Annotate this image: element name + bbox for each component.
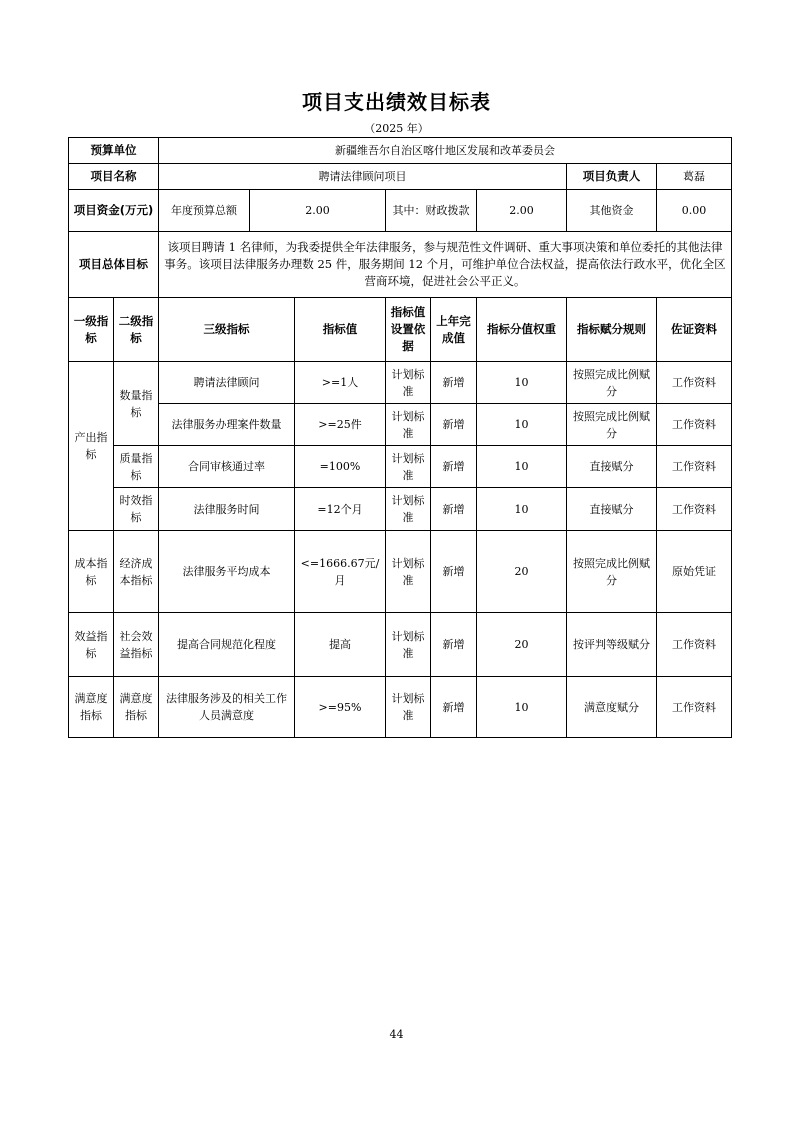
value-cell: >=25件 (295, 404, 386, 446)
indicator-cell: 法律服务办理案件数量 (159, 404, 295, 446)
header-weight: 指标分值权重 (477, 298, 567, 362)
funds-label: 项目资金(万元) (69, 190, 159, 232)
basis-cell: 计划标准 (386, 613, 431, 677)
indicator-cell: 合同审核通过率 (159, 446, 295, 488)
subgroup-timeliness: 时效指标 (114, 488, 159, 531)
weight-cell: 10 (477, 362, 567, 404)
performance-table (68, 137, 732, 738)
subgroup-quantity: 数量指标 (114, 362, 159, 446)
header-level2: 二级指标 (114, 298, 159, 362)
project-name-label: 项目名称 (69, 164, 159, 190)
rule-cell: 按照完成比例赋分 (567, 404, 657, 446)
value-cell: >=1人 (295, 362, 386, 404)
weight-cell: 10 (477, 446, 567, 488)
group-benefit: 效益指标 (69, 613, 114, 677)
indicator-cell: 聘请法律顾问 (159, 362, 295, 404)
last-year-cell: 新增 (431, 613, 477, 677)
basis-cell: 计划标准 (386, 677, 431, 738)
basis-cell: 计划标准 (386, 488, 431, 531)
weight-cell: 10 (477, 404, 567, 446)
subgroup-economic-cost: 经济成本指标 (114, 531, 159, 613)
evidence-cell: 工作资料 (657, 488, 732, 531)
page-number: 44 (389, 1028, 404, 1041)
last-year-cell: 新增 (431, 531, 477, 613)
indicator-cell: 提高合同规范化程度 (159, 613, 295, 677)
header-last-year: 上年完成值 (431, 298, 477, 362)
document-year: （2025 年） (364, 122, 429, 135)
goal-text: 该项目聘请 1 名律师，为我委提供全年法律服务，参与规范性文件调研、重大事项决策和单位委托的其他法律事务。该项目法律服务办理数 25 件，服务期间 12 个月，可维护单位合法权益，提高依法行政水平，优化全区营商环境，促进社会公平正义。 (159, 232, 732, 298)
document-title: 项目支出绩效目标表 (302, 90, 491, 114)
evidence-cell: 原始凭证 (657, 531, 732, 613)
weight-cell: 20 (477, 531, 567, 613)
last-year-cell: 新增 (431, 362, 477, 404)
weight-cell: 20 (477, 613, 567, 677)
weight-cell: 10 (477, 488, 567, 531)
basis-cell: 计划标准 (386, 362, 431, 404)
other-funds-label: 其他资金 (567, 190, 657, 232)
subgroup-quality: 质量指标 (114, 446, 159, 488)
project-name-value: 聘请法律顾问项目 (159, 164, 567, 190)
group-output: 产出指标 (69, 362, 114, 531)
subgroup-social-benefit: 社会效益指标 (114, 613, 159, 677)
subgroup-satisfaction: 满意度指标 (114, 677, 159, 738)
header-basis: 指标值设置依据 (386, 298, 431, 362)
annual-budget-value: 2.00 (250, 190, 386, 232)
rule-cell: 按照完成比例赋分 (567, 362, 657, 404)
group-satisfaction: 满意度指标 (69, 677, 114, 738)
header-level3: 三级指标 (159, 298, 295, 362)
rule-cell: 直接赋分 (567, 446, 657, 488)
basis-cell: 计划标准 (386, 531, 431, 613)
budget-unit-value: 新疆维吾尔自治区喀什地区发展和改革委员会 (159, 138, 732, 164)
value-cell: 提高 (295, 613, 386, 677)
indicator-cell: 法律服务涉及的相关工作人员满意度 (159, 677, 295, 738)
other-funds-value: 0.00 (657, 190, 732, 232)
weight-cell: 10 (477, 677, 567, 738)
value-cell: =100% (295, 446, 386, 488)
project-leader-label: 项目负责人 (567, 164, 657, 190)
rule-cell: 直接赋分 (567, 488, 657, 531)
last-year-cell: 新增 (431, 677, 477, 738)
rule-cell: 按评判等级赋分 (567, 613, 657, 677)
budget-unit-label: 预算单位 (69, 138, 159, 164)
group-cost: 成本指标 (69, 531, 114, 613)
header-level1: 一级指标 (69, 298, 114, 362)
basis-cell: 计划标准 (386, 404, 431, 446)
last-year-cell: 新增 (431, 446, 477, 488)
indicator-cell: 法律服务时间 (159, 488, 295, 531)
fiscal-label: 其中：财政拨款 (386, 190, 477, 232)
goal-label: 项目总体目标 (69, 232, 159, 298)
rule-cell: 按照完成比例赋分 (567, 531, 657, 613)
evidence-cell: 工作资料 (657, 613, 732, 677)
header-evidence: 佐证资料 (657, 298, 732, 362)
annual-budget-label: 年度预算总额 (159, 190, 250, 232)
last-year-cell: 新增 (431, 404, 477, 446)
header-rule: 指标赋分规则 (567, 298, 657, 362)
fiscal-value: 2.00 (477, 190, 567, 232)
rule-cell: 满意度赋分 (567, 677, 657, 738)
last-year-cell: 新增 (431, 488, 477, 531)
value-cell: <=1666.67元/月 (295, 531, 386, 613)
evidence-cell: 工作资料 (657, 446, 732, 488)
evidence-cell: 工作资料 (657, 677, 732, 738)
basis-cell: 计划标准 (386, 446, 431, 488)
header-value: 指标值 (295, 298, 386, 362)
evidence-cell: 工作资料 (657, 404, 732, 446)
value-cell: >=95% (295, 677, 386, 738)
evidence-cell: 工作资料 (657, 362, 732, 404)
value-cell: =12个月 (295, 488, 386, 531)
indicator-cell: 法律服务平均成本 (159, 531, 295, 613)
project-leader-value: 葛磊 (657, 164, 732, 190)
